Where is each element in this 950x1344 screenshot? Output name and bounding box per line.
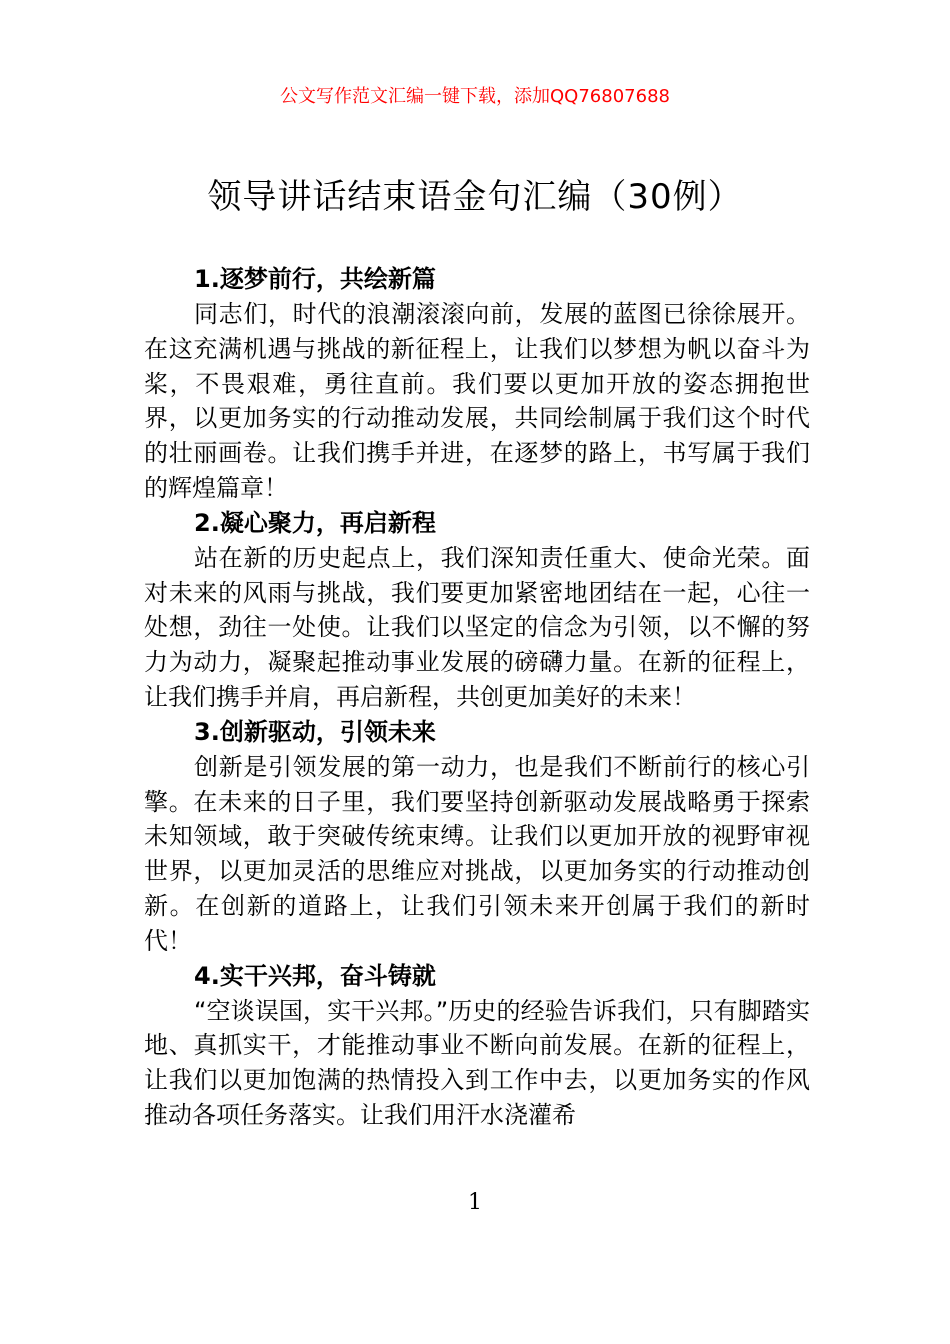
- section-heading: 3.创新驱动，引领未来: [194, 717, 436, 746]
- section-heading: 1.逐梦前行，共绘新篇: [194, 265, 436, 293]
- header-watermark: 公文写作范文汇编一键下载，添加QQ76807688: [280, 86, 670, 107]
- section-heading: 2.凝心聚力，再启新程: [194, 508, 436, 537]
- document-title: 领导讲话结束语金句汇编（30例）: [207, 177, 743, 217]
- page-number: 1: [468, 1190, 482, 1215]
- document-body: [144, 262, 810, 1133]
- section-paragraph: 站在新的历史起点上，我们深知责任重大、使命光荣。面对未来的风雨与挑战，我们要更加紧密地团结在一起，心往一处想，劲往一处使。让我们以坚定的信念为引领，以不懈的努力为动力，凝聚起推动事业发展的磅礴力量。在新的征程上，让我们携手并肩，再启新程，共创更加美好的未来！: [144, 543, 810, 711]
- section-heading: 4.实干兴邦，奋斗铸就: [194, 961, 436, 990]
- section-paragraph: 创新是引领发展的第一动力，也是我们不断前行的核心引擎。在未来的日子里，我们要坚持创新驱动发展战略勇于探索未知领域，敢于突破传统束缚。让我们以更加开放的视野审视世界，以更加灵活的思维应对挑战，以更加务实的行动推动创新。在创新的道路上，让我们引领未来开创属于我们的新时代！: [144, 752, 810, 955]
- section-paragraph: “空谈误国，实干兴邦。”历史的经验告诉我们，只有脚踏实地、真抓实干，才能推动事业不断向前发展。在新的征程上，让我们以更加饱满的热情投入到工作中去，以更加务实的作风推动各项任务落实。让我们用汗水浇灌希: [144, 996, 810, 1129]
- section-paragraph: 同志们，时代的浪潮滚滚向前，发展的蓝图已徐徐展开。在这充满机遇与挑战的新征程上，让我们以梦想为帆以奋斗为桨，不畏艰难，勇往直前。我们要以更加开放的姿态拥抱世界，以更加务实的行动推动发展，共同绘制属于我们这个时代的壮丽画卷。让我们携手并进，在逐梦的路上，书写属于我们的辉煌篇章！: [144, 300, 810, 502]
